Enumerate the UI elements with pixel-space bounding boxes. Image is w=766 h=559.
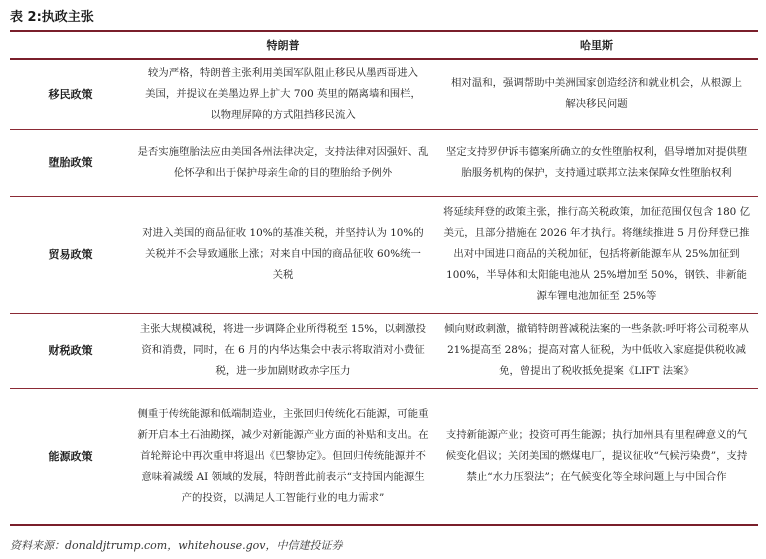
row-topic-cell: 能源政策 — [10, 388, 131, 525]
header-row — [10, 31, 758, 59]
trump-position-cell: 是否实施堕胎法应由美国各州法律决定，支持法律对因强奸、乱伦怀孕和出于保护母亲生命的目的堕胎给予例外 — [131, 129, 435, 196]
table-body — [10, 59, 758, 525]
table-header — [10, 31, 758, 59]
trump-position-cell: 侧重于传统能源和低端制造业，主张回归传统化石能源，可能重新开启本土石油勘探，减少对新能源产业方面的补贴和支出。在首轮辩论中再次重申将退出《巴黎协定》。但回归传统能源并不意味着减缓 AI 领域的发展，特朗普此前表示“支持国内能源生产的投资，以满足人工智能行业的电力需求” — [131, 388, 435, 525]
row-topic-cell: 财税政策 — [10, 313, 131, 388]
harris-position-cell: 倾向财政刺激，撤销特朗普减税法案的一些条款:呼吁将公司税率从 21%提高至 28%；提高对富人征税，为中低收入家庭提供税收减免，曾提出了税收抵免提案《LIFT 法案》 — [435, 313, 758, 388]
trump-position-cell: 对进入美国的商品征收 10%的基准关税，并坚持认为 10%的关税并不会导致通胀上涨；对来自中国的商品征收 60%统一关税 — [131, 196, 435, 313]
harris-position-cell: 将延续拜登的政策主张，推行高关税政策，加征范围仅包含 180 亿美元，且部分措施在 2026 年才执行。将继续推进 5 月份拜登已推出对中国进口商品的关税加征，包括将新能源车从 25%加征到 100%，半导体和太阳能电池从 25%增加至 50%，钢铁、非新能源车锂电池加征至 25%等 — [435, 196, 758, 313]
policy-comparison-table — [10, 30, 758, 526]
row-topic-cell: 贸易政策 — [10, 196, 131, 313]
header-trump: 特朗普 — [131, 31, 435, 59]
trump-position-cell: 较为严格，特朗普主张利用美国军队阻止移民从墨西哥进入美国，并提议在美墨边界上扩大 700 英里的隔离墙和围栏，以物理屏障的方式阻挡移民流入 — [131, 59, 435, 129]
header-harris: 哈里斯 — [435, 31, 758, 59]
row-topic-cell: 堕胎政策 — [10, 129, 131, 196]
harris-position-cell: 坚定支持罗伊诉韦德案所确立的女性堕胎权利，倡导增加对提供堕胎服务机构的保护，支持通过联邦立法来保障女性堕胎权利 — [435, 129, 758, 196]
table-title: 表 2:执政主张 — [10, 10, 94, 25]
row-topic-cell: 移民政策 — [10, 59, 131, 129]
harris-position-cell: 支持新能源产业；投资可再生能源；执行加州具有里程碑意义的气候变化倡议；关闭美国的燃煤电厂，提议征收“气候污染费”，支持禁止“水力压裂法”；在气候变化等全球问题上与中国合作 — [435, 388, 758, 525]
policy-table-container — [10, 30, 758, 526]
table-row-immigration — [10, 59, 758, 129]
harris-position-cell: 相对温和，强调帮助中美洲国家创造经济和就业机会，从根源上解决移民问题 — [435, 59, 758, 129]
header-topic — [10, 31, 131, 59]
trump-position-cell: 主张大规模减税，将进一步调降企业所得税至 15%，以刺激投资和消费，同时，在 6 月的内华达集会中表示将取消对小费征税，进一步加剧财政赤字压力 — [131, 313, 435, 388]
table-row-energy — [10, 388, 758, 525]
table-row-abortion — [10, 129, 758, 196]
table-row-fiscal — [10, 313, 758, 388]
table-row-trade — [10, 196, 758, 313]
source-note: 资料来源：donaldjtrump.com，whitehouse.gov，中信建投证券 — [10, 539, 343, 552]
